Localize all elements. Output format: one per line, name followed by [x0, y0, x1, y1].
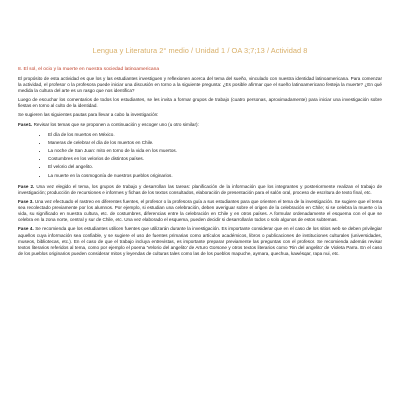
- phase-3: [18, 199, 382, 223]
- phase-4-label: Fase 4.: [18, 226, 34, 232]
- phase-3-label: Fase 3.: [18, 199, 34, 205]
- phase-2-label: Fase 2.: [18, 183, 35, 189]
- list-item: • La noche de San Juan: mito en torno de la vida en los muertos.: [48, 147, 382, 155]
- section-title: 8. El sol, el ocio y la muerte en nuestra sociedad latinoamericana: [18, 67, 160, 72]
- intro-paragraph-1: El propósito de esta actividad es que los y las estudiantes investiguen y reflexionen acerca del tema del sueño, vinculado con nuestra identidad latinoamericana. Para comenzar la actividad, el profesor o la profesora puede iniciar una discusión en torno a la siguiente pregunta: ¿Es posible afirmar que el sueño latinoamericano festeja la muerte? ¿En qué medida la cultura del arte es un rasgo que nos identifica?: [18, 76, 382, 94]
- list-item: • El día de los muertos en México.: [48, 131, 382, 139]
- page-title: Lengua y Literatura 2° medio / Unidad 1 / OA 3;7;13 / Actividad 8: [92, 46, 308, 55]
- phase-3-text: Una vez efectuado el rastreo en diferentes fuentes, el profesor o la profesora guía a sus estudiantes para que orienten el tema de la investigación. Se sugiere que el tema sea recolectado previamente por los alumnos. Por ejemplo, si estudian una celebración, deben averiguar sobre el origen de la celebración en Chile; si se celebra la muerte o la vida, su significado en nuestra cultura, etc. de costumbres, diferencias entre la celebración en Chile y en otros países. A formular ordenadamente el esquema con el que se celebra en la zona norte, central y sur de Chile, etc. Una vez elaborado el esquema, pueden decidir si desarrollarán todos o solo algunos de estos subtemas.: [18, 199, 383, 223]
- phase-2-text: Una vez elegido el tema, los grupos de trabajo y desarrollan las tareas: planificación de la información que los integrantes y posteriormente realizan el trabajo de investigación; producción de recursiones e informes y fichas de los textos consultados, elaboración de presentación para el salón oral, proceso de escritura de texto final, etc.: [18, 183, 383, 195]
- phase-1: [18, 122, 382, 128]
- phase-2: [18, 184, 382, 196]
- phase-4: [18, 226, 382, 256]
- topic-list: [18, 131, 382, 180]
- phase-1-text: Revisar los temas que se proponen a continuación y escoger uno (u otro similar):: [33, 121, 199, 127]
- list-item: • Maneras de celebrar el día de los muertos en Chile.: [48, 139, 382, 147]
- phase-4-text: Se recomienda que los estudiantes utilicen fuentes que utilizarán durante la investigación. Es importante considerar que en el caso de los sitios web se deben privilegiar aquellos cuya información sea confiable, y se sugiere el uso de fuentes primarias como artículos académicos, libros o publicaciones de instituciones culturales (universidades, museos, bibliotecas, etc.). En el caso de que el trabajo incluya entrevistas, es importante preparar previamente las preguntas con el profesor. Se recomienda además revisar textos literarios referidos al tema, como por ejemplo el poema 'Velorio del angelito' de Arturo Gorsone y otros textos literarios como 'Rin del angelito' de Violeta Parra. En el caso de los pueblos originarios pueden considerar mitos y leyendas de culturas tales como las de los pueblos mapuche, aymara, quechua, kawésqar, rapa nui, etc.: [18, 226, 383, 256]
- list-item: • La muerte en la cosmogonía de nuestros pueblos originarios.: [48, 172, 382, 180]
- list-item: • El velorio del angelito.: [48, 163, 382, 171]
- phase-1-label: Fase1.: [18, 121, 33, 127]
- list-item: • Costumbres en los velorios de distintos países.: [48, 155, 382, 163]
- intro-paragraph-2: Luego de escuchar los comentarios de todos los estudiantes, se les invita a formar grupos de trabajo (cuatro personas, aproximadamente) para iniciar una investigación sobre fiestas en torno al culto de la identidad.: [18, 97, 382, 109]
- intro-paragraph-3: Se sugieren las siguientes pautas para llevar a cabo la investigación:: [18, 112, 159, 118]
